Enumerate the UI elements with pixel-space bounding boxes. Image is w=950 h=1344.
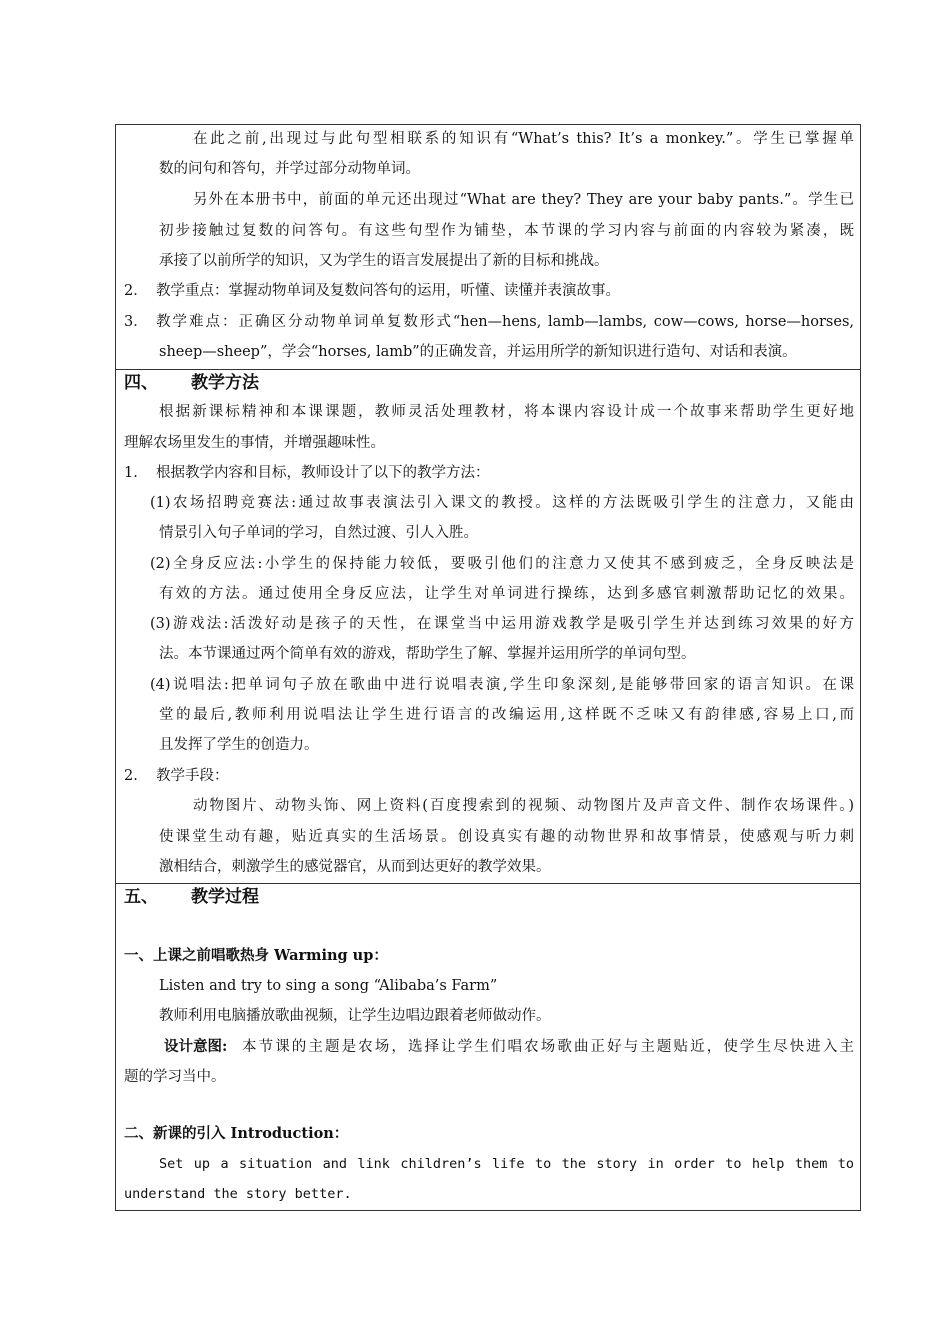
warming-up-heading: 一、上课之前唱歌热身 Warming up： — [124, 947, 388, 964]
analysis-paragraph-2-line-2: 初步接触过复数的问答句。有这些句型作为铺垫，本节课的学习内容与前面的内容较为紧凑，既 — [159, 223, 854, 239]
method-3-line-2: 法。本节课通过两个简单有效的游戏，帮助学生了解、掌握并运用所学的单词句型。 — [159, 646, 696, 662]
warming-up-line-2: 教师利用电脑播放歌曲视频，让学生边唱边跟着老师做动作。 — [159, 1008, 551, 1024]
design-intent-line-2: 题的学习当中。 — [124, 1069, 226, 1085]
method-4-line-1: (4)说唱法:把单词句子放在歌曲中进行说唱表演,学生印象深刻,是能够带回家的语言知识。在课 — [150, 677, 854, 693]
teaching-tools-line-1: 动物图片、动物头饰、网上资料(百度搜索到的视频、动物图片及声音文件、制作农场课件。) — [193, 798, 854, 814]
difficulties-line-1: 教学难点：正确区分动物单词单复数形式“hen—hens, lamb—lambs, cow—cows, horse—horses, — [156, 314, 854, 330]
key-points-number: 2． — [124, 283, 148, 299]
design-intent-line-1: 本节课的主题是农场，选择让学生们唱农场歌曲正好与主题贴近，使学生尽快进入主 — [242, 1039, 854, 1055]
section-5-title: 教学过程 — [191, 887, 259, 907]
methods-intro-line-2: 理解农场里发生的事情，并增强趣味性。 — [124, 435, 385, 451]
design-intent-label: 设计意图: — [164, 1038, 228, 1055]
teaching-tools-line-2: 使课堂生动有趣，贴近真实的生活场景。创设真实有趣的动物世界和故事情景，使感观与听力刺 — [159, 829, 854, 845]
section-4-number: 四、 — [124, 373, 158, 393]
method-2-line-1: (2)全身反应法:小学生的保持能力较低，要吸引他们的注意力又使其不感到疲乏，全身反映法是 — [150, 556, 854, 572]
key-points-text: 教学重点：掌握动物单词及复数问答句的运用，听懂、读懂并表演故事。 — [156, 283, 620, 299]
warming-up-line-1: Listen and try to sing a song “Alibaba’s Farm” — [159, 978, 498, 994]
section-5-teaching-process-cell — [116, 884, 861, 1211]
methods-item-1-text: 根据教学内容和目标，教师设计了以下的教学方法： — [156, 465, 490, 481]
section-3-continued-cell — [116, 125, 861, 370]
method-2-line-2: 有效的方法。通过使用全身反应法，让学生对单词进行操练，达到多感官刺激帮助记忆的效果。 — [159, 586, 854, 602]
introduction-line-2: understand the story better. — [124, 1186, 352, 1202]
difficulties-number: 3． — [124, 314, 148, 330]
method-1-line-1: (1)农场招聘竞赛法:通过故事表演法引入课文的教授。这样的方法既吸引学生的注意力，又能由 — [150, 495, 854, 511]
method-1-line-2: 情景引入句子单词的学习，自然过渡、引人入胜。 — [159, 525, 478, 541]
analysis-paragraph-2-line-3: 承接了以前所学的知识，又为学生的语言发展提出了新的目标和挑战。 — [159, 253, 609, 269]
difficulties-line-2: sheep—sheep”，学会“horses, lamb”的正确发音，并运用所学的新知识进行造句、对话和表演。 — [159, 344, 797, 360]
section-5-number: 五、 — [124, 887, 158, 907]
analysis-paragraph-1-line-1: 在此之前,出现过与此句型相联系的知识有“What’s this? It’s a monkey.”。学生已掌握单 — [193, 131, 854, 147]
methods-item-1-number: 1. — [124, 465, 138, 481]
lesson-plan-table — [115, 124, 861, 1211]
introduction-line-1: Set up a situation and link children’s life to the story in order to help them to — [159, 1156, 854, 1172]
section-4-title: 教学方法 — [191, 373, 259, 393]
methods-item-2-number: 2. — [124, 768, 138, 784]
teaching-tools-line-3: 激相结合，刺激学生的感觉器官，从而到达更好的教学效果。 — [159, 859, 551, 875]
introduction-heading: 二、新课的引入 Introduction： — [124, 1125, 349, 1142]
analysis-paragraph-2-line-1: 另外在本册书中，前面的单元还出现过“What are they? They are your baby pants.”。学生已 — [193, 192, 854, 208]
method-4-line-3: 且发挥了学生的创造力。 — [159, 737, 319, 753]
section-4-teaching-methods-cell — [116, 370, 861, 884]
method-4-line-2: 堂的最后,教师利用说唱法让学生进行语言的改编运用,这样既不乏味又有韵律感,容易上口,而 — [159, 707, 854, 723]
methods-intro-line-1: 根据新课标精神和本课课题，教师灵活处理教材，将本课内容设计成一个故事来帮助学生更好地 — [159, 404, 854, 420]
method-3-line-1: (3)游戏法:活泼好动是孩子的天性，在课堂当中运用游戏教学是吸引学生并达到练习效果的好方 — [150, 616, 854, 632]
analysis-paragraph-1-line-2: 数的问句和答句，并学过部分动物单词。 — [159, 161, 420, 177]
methods-item-2-text: 教学手段： — [156, 768, 229, 784]
